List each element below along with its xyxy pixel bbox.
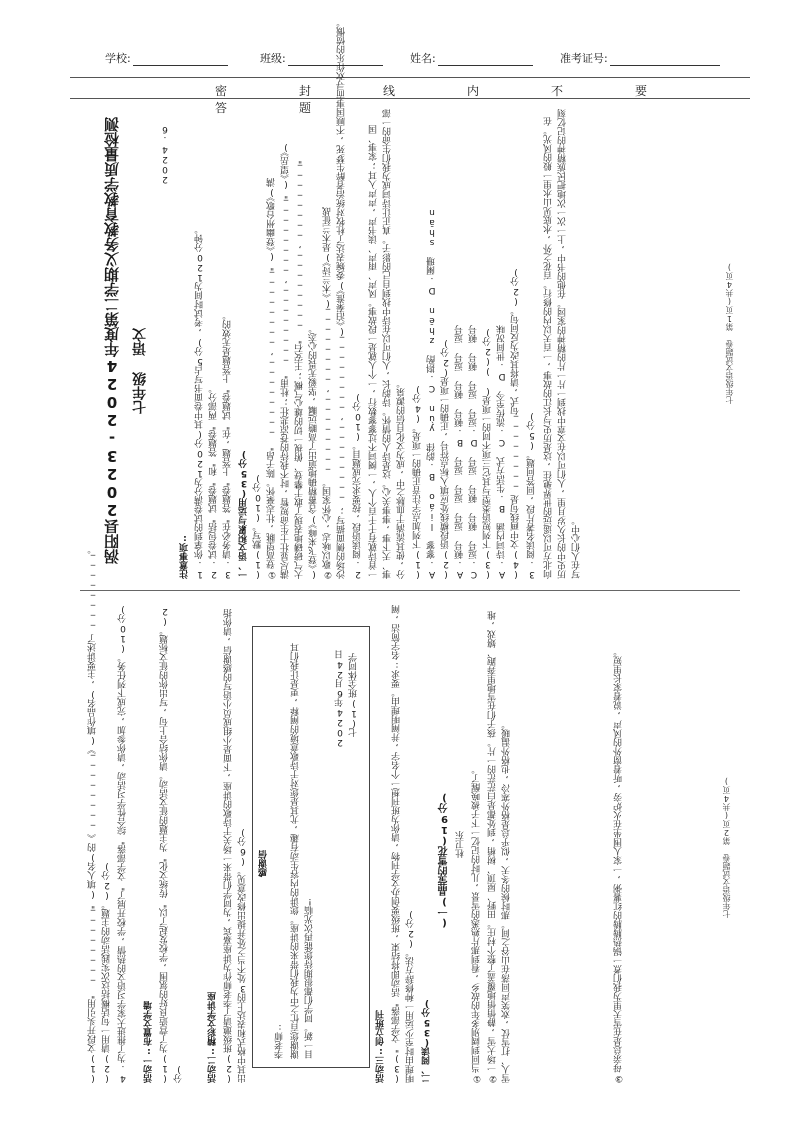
note-2: 2.试卷包括"试题卷"和"答题卷"两部分。	[209, 384, 219, 579]
exam-subtitle: 七年级 语文	[132, 328, 148, 414]
question-3-text: 向北方可以遥远的世界驰往,这是历史与长江的故事,一百天以内的修行。百花之外,水底见山水里一般的风光。在历史中的长久岁月里,人们可以在文章中找到一片一片的精神的家园。在他的书中,上一次一次地把民族精神的记忆刻写在人们心中。	[544, 109, 582, 579]
note-1: 1.你拿到的试卷满分为120分(其中卷面书写占5分),考试时间为120分钟。	[195, 225, 205, 579]
question-4: 4.为了推进大家学习语文的热情,学校开展了"文学部落"综合性学习活动,请你参加,完成下列任务。(10分)	[118, 604, 128, 1083]
question-3: 3.阅读名著片段,回答问题。(5分)	[527, 411, 537, 579]
q4-line-2: (2)请用一句话概括这次实践活动的主题。(2分)	[102, 861, 112, 1083]
section-2-heading: 二、阅读(35分)	[422, 998, 432, 1083]
sub-question-3: (3)下列短语类型与其它三项不同的一项是( )(2分)	[483, 327, 493, 579]
activity-3-task: (3)"文学部落"活动即将结束,班级要创办文学刊物,请你为班刊想一个名字,并阐明理由。要求:名字简洁,阐明理由时至少运用一种修辞方法。(2分)	[392, 605, 416, 1083]
letter-date: 2024年6月24日	[335, 650, 345, 747]
note-3: 3.请务必在"答题卷"上答题,在"试题卷"上答题是无效的。	[223, 311, 233, 579]
q1-line-4: (《登飞来峰》)含蓄精确地道出了高瞻远瞩,坚毅无畏的心态。	[309, 324, 319, 579]
school-field[interactable]: 学校:	[105, 50, 228, 66]
sub-question-1: (1)下列加点字注音正确的一项是。(4分)	[413, 384, 423, 579]
reading-paragraph-2: ②一场大雪,静悄悄地覆盖了整个村庄。田野、屋顶、树梢,到处都是白茫茫的一片。孩子们在雪地里奔跑、嬉戏,堆雪人、打雪仗,欢笑声回荡在山谷之间。那时候的冬天,似乎总是格外寒冷,也格外温暖。	[488, 611, 512, 1083]
student-info-header	[105, 50, 745, 74]
thank-you-letter-box	[252, 626, 370, 1068]
seal-rule	[70, 98, 750, 99]
notes-title: 注意事项:	[180, 533, 190, 579]
reading-passage: 一首诗就有千千百个人,一阕词不过寥寥数行,一个人就是一段故事。风声、雨声、读书声,声声入耳;家事、国事、天下事,事事关心。这是诗人的情怀。诗韵长,人们可以在诗中找到自己的影子。真正让诗词成为我们生命的一部分,使其流淌于血脉之中,成为文化自信的源泉。	[369, 109, 407, 579]
exam-title: 涡阳县2023-2024年度第二学期义务教育教学质量检测	[103, 117, 121, 564]
letter-signature: 七(1)班全体同学	[349, 653, 359, 737]
activity-2-task: (2)班级邀请了李老师作为讲座嘉宾,为同学们带来一场关于诗歌的讲座,下面是小组成员小语写的感谢信,请你指出其中格式和表达上的3处不当之处并提出修改意见。(6分)	[224, 609, 248, 1083]
exam-date: 2024.6	[160, 124, 170, 184]
reading-author: 杜卫东	[456, 831, 466, 858]
q1-line-1: ①登高望眺,壮志豪怀。陈子昂"________,________"(《登幽州台歌》)满	[267, 178, 277, 579]
page-divider	[80, 590, 740, 591]
sub-question-1-options: A.寥寥 liáo B.韵律 yùn C.斟酌 zhēn D.阑珊 shān	[427, 207, 437, 579]
activity-3: 活动三:创立班刊	[376, 1010, 386, 1083]
q1-line-5: ②歌以咏志,心怀家国。________,________(《木兰诗》)是木兰征战	[323, 207, 333, 579]
letter-greeting: 李老师:	[275, 1022, 285, 1059]
page-2-footer: 七年级语文试题卷 第2页(共4页)	[722, 777, 731, 918]
letter-title: 感谢信	[259, 850, 269, 877]
activity-2: 活动二:精彩文学讲座	[208, 992, 218, 1083]
section-1-heading: 一、语文积累与运用(35分)	[239, 449, 249, 579]
page-1-footer: 七年级语文试题卷 第1页(共4页)	[725, 263, 734, 404]
exam-number-field[interactable]: 准考证号:	[560, 50, 720, 66]
q1-line-3: 大气磅礴地表现了敢于攀登、俯视一切的雄心气概;王安石"________,________"	[295, 154, 305, 579]
letter-body: 谢谢您百忙之中为我们带来的讲座。您讲的内容生动有趣,尤其是您对于诗歌意境的阐释,更是让我们耳目一新。同学们都很期待您能再次光临!	[291, 643, 315, 1059]
reading-paragraph-3: ③母亲总是在雪天里为我们煮一锅热腾腾的红薯粥,一家人围坐在火炉旁,听着窗外的风声,说着家长里短。	[614, 647, 624, 1083]
question-2: 2.阅读语段,按要求完成题目。(10分)	[353, 392, 363, 579]
q1-line-6: 沙场的侧面描写;________,________(《泊秦淮》)委婉表达了杜牧对统治者醉生梦死,不顾国事而寻欢作乐的愤慨。	[337, 18, 347, 579]
seal-line-notice: 密 封 线 内 不 要答 题	[215, 84, 648, 115]
sub-question-3-options: A.诗词内涵 B.生活方式 C.流传至今 D.世间况味	[497, 325, 507, 579]
question-1: (1)默写。(10分)	[253, 473, 263, 579]
reading-paragraph-1: ①当回到阔别多年的故乡,看到那片熟悉的雪景,儿时的记忆一下子被唤醒了。	[472, 765, 482, 1083]
sub-question-4: (4)文中画线句是________句式,请将其改为反问句。(2分)	[511, 267, 521, 579]
sub-question-2-options-cd: C.逗号 顿号 顿号 逗号 D.逗号 逗号 顿号 顿号	[469, 325, 479, 579]
sub-question-2-options-ab: A.顿号 逗号 逗号 逗号 B.顿号 顿号 逗号 逗号	[455, 325, 465, 579]
q1-line-2: 满尽显壮士生命短暂,时不我待的苍凉悲壮;杜甫"________,________"(《望岳》)	[281, 142, 291, 579]
name-field[interactable]: 姓名:	[410, 50, 533, 66]
q4-line-1: (1)文段开头引用"________"(填人名)的《________》(填作品名),主要讲述了________。	[88, 545, 98, 1083]
activity-1-task: (1)为了营造良好的氛围,学校发起了以"传统文化"为主题的征文活动。请你结合上句,写出你的征文标题。(2分)	[160, 606, 184, 1083]
sub-question-2: (2)语段横线处应填入标点符号,正确的一项是(2分)	[441, 338, 451, 579]
class-field[interactable]: 班级:	[260, 50, 383, 66]
activity-1: 活动一:布置文学墙	[144, 1001, 154, 1083]
top-rule	[70, 77, 750, 78]
reading-title: (一)晶莹的雪花(19分)	[439, 792, 450, 928]
